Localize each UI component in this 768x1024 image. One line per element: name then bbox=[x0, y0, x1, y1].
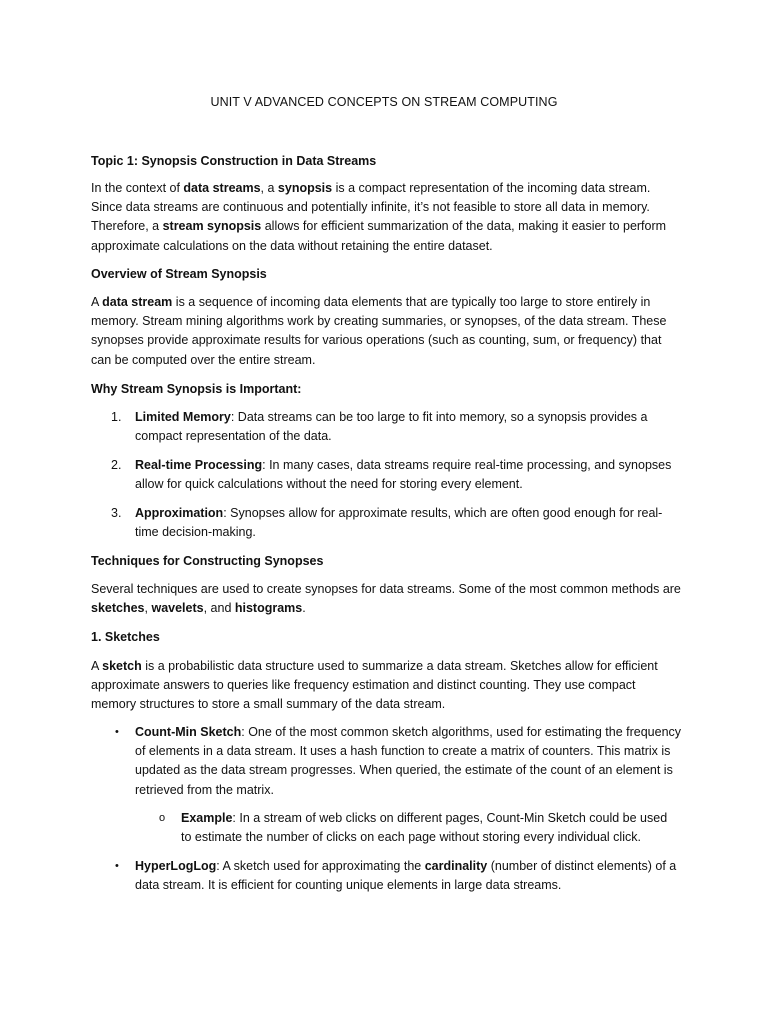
overview-paragraph: A data stream is a sequence of incoming data elements that are typically too large to store entirely in memory. Stream mining algorithms work by creating summaries, or synopses, of the data stream. These synopses provide approximate results for various operations (such as counting, sum, or frequency) that can be computed over the entire stream. bbox=[91, 295, 667, 367]
techniques-paragraph: Several techniques are used to create synopses for data streams. Some of the most common methods are sketches, wavelets, and histograms. bbox=[91, 582, 681, 616]
list-number: 3. bbox=[111, 506, 122, 520]
sketches-heading: 1. Sketches bbox=[91, 630, 160, 644]
document-title: UNIT V ADVANCED CONCEPTS ON STREAM COMPUTING bbox=[210, 95, 558, 109]
example-sub-item: o Example: In a stream of web clicks on different pages, Count-Min Sketch could be used to estimate the number of clicks on each page without storing every individual click. bbox=[159, 811, 668, 845]
topic1-paragraph: In the context of data streams, a synopsis is a compact representation of the incoming data stream. Since data streams are continuous and potentially infinite, it’s not feasible to store all data in memory. Therefore, a stream synopsis allows for efficient summarization of the data, making it easier to perform approximate calculations on the data without retaining the entire dataset. bbox=[91, 181, 667, 253]
why-list-item: 3. Approximation: Synopses allow for approximate results, which are often good enough for real-time decision-making. bbox=[111, 506, 663, 540]
bullet-icon: • bbox=[115, 726, 119, 738]
why-list-item: 2. Real-time Processing: In many cases, data streams require real-time processing, and synopses allow for quick calculations without the need for storing every element. bbox=[111, 458, 672, 492]
why-heading: Why Stream Synopsis is Important: bbox=[91, 382, 302, 396]
list-number: 2. bbox=[111, 458, 122, 472]
why-list-item: 1. Limited Memory: Data streams can be too large to fit into memory, so a synopsis provides a compact representation of the data. bbox=[111, 410, 648, 444]
overview-heading: Overview of Stream Synopsis bbox=[91, 267, 267, 281]
circle-bullet-icon: o bbox=[159, 812, 166, 824]
list-number: 1. bbox=[111, 410, 122, 424]
countmin-bullet-item: • Count-Min Sketch: One of the most common sketch algorithms, used for estimating the frequency of elements in a data stream. It uses a hash function to create a matrix of counters. This matrix is updated as the data stream progresses. When queried, the estimate of the count of an element is retrieved from the matrix. bbox=[115, 725, 682, 797]
hyperloglog-bullet-item: • HyperLogLog: A sketch used for approximating the cardinality (number of distinct elements) of a data stream. It is efficient for counting unique elements in large data streams. bbox=[115, 859, 677, 893]
bullet-icon: • bbox=[115, 860, 119, 872]
sketches-paragraph: A sketch is a probabilistic data structure used to summarize a data stream. Sketches allow for efficient approximate answers to queries like frequency estimation and distinct counting. They use compact memory structures to store a small summary of the data stream. bbox=[91, 659, 658, 712]
techniques-heading: Techniques for Constructing Synopses bbox=[91, 554, 324, 568]
topic1-heading: Topic 1: Synopsis Construction in Data Streams bbox=[91, 154, 377, 168]
